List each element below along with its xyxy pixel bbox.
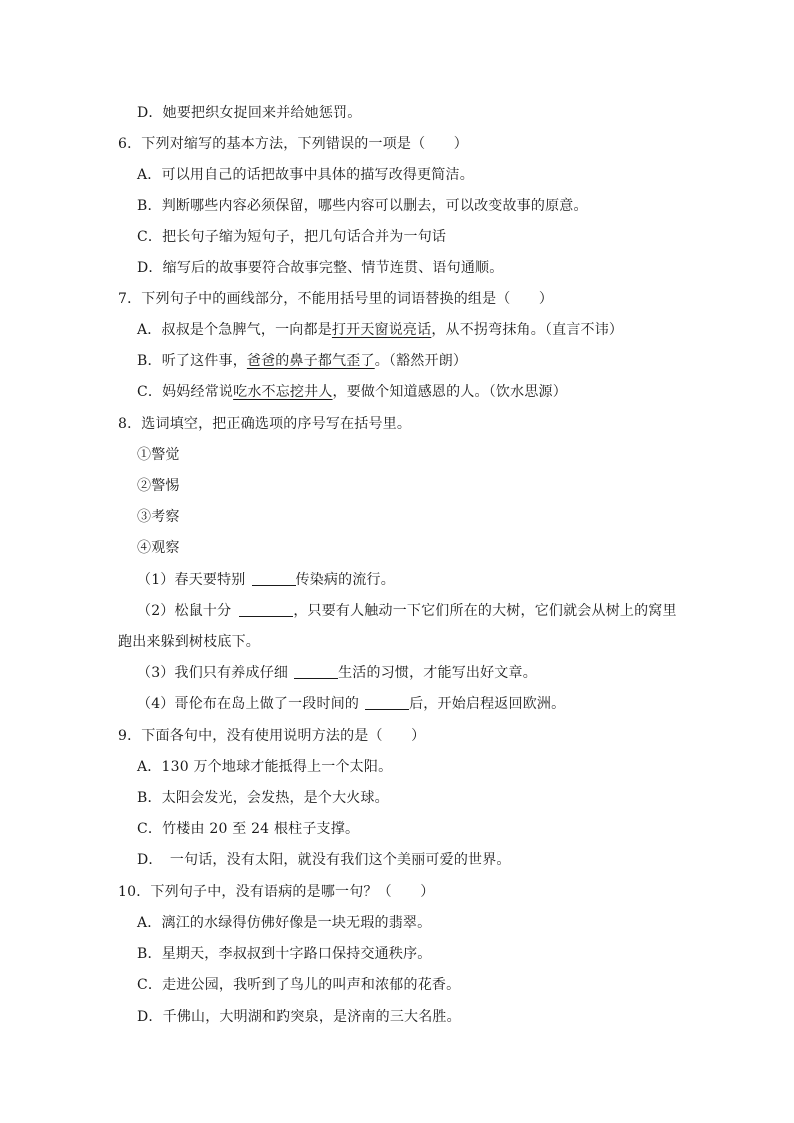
q8-s4-pre: （4）哥伦布在岛上做了一段时间的 bbox=[137, 696, 360, 712]
q8-s4-post: 后，开始启程返回欧洲。 bbox=[409, 696, 566, 712]
q5-option-d: D．她要把织女捉回来并给她惩罚。 bbox=[137, 105, 362, 121]
q10-stem: 10．下列句子中，没有语病的是哪一句？（ ） bbox=[118, 884, 435, 900]
q7-option-a bbox=[137, 320, 623, 340]
q8-s3-blank[interactable] bbox=[294, 664, 338, 679]
q8-s2-blank[interactable] bbox=[239, 602, 293, 617]
q6-option-b: B．判断哪些内容必须保留，哪些内容可以删去，可以改变故事的原意。 bbox=[137, 198, 588, 214]
q10-option-d: D．千佛山，大明湖和趵突泉，是济南的三大名胜。 bbox=[137, 1009, 461, 1025]
q7-option-b-pre: B．听了这件事， bbox=[137, 353, 247, 369]
q7-option-c bbox=[137, 382, 567, 402]
q6-option-c: C．把长句子缩为短句子，把几句话合并为一句话 bbox=[137, 229, 447, 245]
q8-stem: 8．选词填空，把正确选项的序号写在括号里。 bbox=[118, 416, 412, 432]
q8-sentence-2-continued: 跑出来躲到树枝底下。 bbox=[118, 634, 260, 650]
q10-option-b: B．星期天，李叔叔到十字路口保持交通秩序。 bbox=[137, 946, 432, 962]
q9-stem: 9．下面各句中，没有使用说明方法的是（ ） bbox=[118, 728, 426, 744]
q7-option-b bbox=[137, 351, 467, 371]
q8-s1-pre: （1）春天要特别 bbox=[137, 572, 246, 588]
q7-option-a-post: ，从不拐弯抹角。（直言不讳） bbox=[431, 322, 624, 338]
q8-s2-pre: （2）松鼠十分 bbox=[137, 603, 232, 619]
q8-s1-post: 传染病的流行。 bbox=[295, 572, 395, 588]
q10-option-a: A．漓江的水绿得仿佛好像是一块无瑕的翡翠。 bbox=[137, 915, 432, 931]
q8-s2-post: ，只要有人触动一下它们所在的大树，它们就会从树上的窝里 bbox=[293, 603, 677, 619]
q8-choice-2: ②警惕 bbox=[137, 478, 180, 494]
q7-option-a-underlined: 打开天窗说亮话 bbox=[331, 322, 432, 338]
q7-option-c-underlined: 吃水不忘挖井人 bbox=[233, 384, 333, 400]
q9-option-c: C．竹楼由 20 至 24 根柱子支撑。 bbox=[137, 821, 360, 837]
q7-option-c-pre: C．妈妈经常说 bbox=[137, 384, 234, 400]
q7-option-c-post: ，要做个知道感恩的人。（饮水思源） bbox=[332, 384, 567, 400]
q7-stem: 7．下列句子中的画线部分，不能用括号里的词语替换的组是（ ） bbox=[118, 291, 554, 307]
q9-option-d: D． 一句话，没有太阳，就没有我们这个美丽可爱的世界。 bbox=[137, 852, 511, 868]
q8-sentence-2 bbox=[137, 601, 677, 621]
q7-option-b-post: 。（豁然开朗） bbox=[374, 353, 468, 369]
q8-s1-blank[interactable] bbox=[252, 571, 296, 586]
q8-choice-4: ④观察 bbox=[137, 540, 180, 556]
q8-sentence-3 bbox=[137, 663, 537, 683]
q7-option-b-underlined: 爸爸的鼻子都气歪了 bbox=[246, 353, 375, 369]
q6-stem: 6．下列对缩写的基本方法，下列错误的一项是（ ） bbox=[118, 136, 468, 152]
q8-choice-1: ①警觉 bbox=[137, 447, 180, 463]
q8-s3-post: 生活的习惯，才能写出好文章。 bbox=[338, 665, 537, 681]
q8-s3-pre: （3）我们只有养成仔细 bbox=[137, 665, 289, 681]
q8-s4-blank[interactable] bbox=[365, 695, 409, 710]
q9-option-a: A．130 万个地球才能抵得上一个太阳。 bbox=[137, 759, 393, 775]
q6-option-d: D．缩写后的故事要符合故事完整、情节连贯、语句通顺。 bbox=[137, 260, 504, 276]
q8-sentence-1 bbox=[137, 570, 395, 590]
q8-choice-3: ③考察 bbox=[137, 509, 180, 525]
q7-option-a-pre: A．叔叔是个急脾气，一向都是 bbox=[137, 322, 332, 338]
q9-option-b: B．太阳会发光，会发热，是个大火球。 bbox=[137, 790, 389, 806]
q10-option-c: C．走进公园，我听到了鸟儿的叫声和浓郁的花香。 bbox=[137, 977, 461, 993]
q6-option-a: A．可以用自己的话把故事中具体的描写改得更简洁。 bbox=[137, 167, 474, 183]
q8-sentence-4 bbox=[137, 694, 565, 714]
